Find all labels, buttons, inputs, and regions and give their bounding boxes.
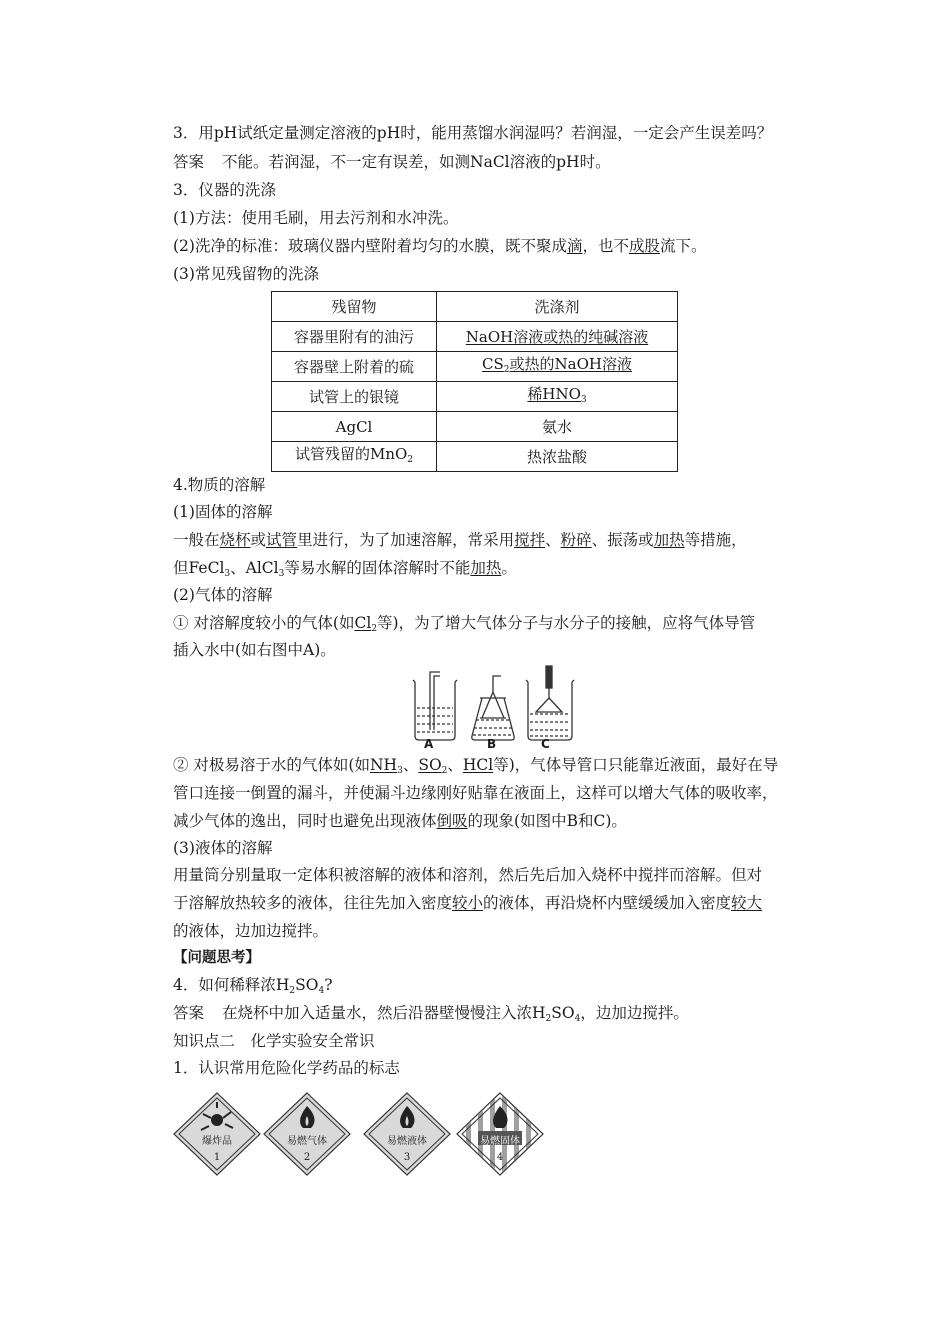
subscript: 2 — [371, 624, 378, 634]
text-span: 一般在 — [173, 531, 220, 549]
table-row — [272, 382, 678, 412]
table-cell — [272, 442, 437, 472]
subscript: 4 — [318, 986, 325, 996]
text-span: 、 — [447, 756, 463, 774]
table-row — [272, 442, 678, 472]
table-cell: 容器壁上附着的硫 — [272, 352, 437, 382]
residue-heading: (3)常见残留物的洗涤 — [173, 265, 319, 283]
text-span: 4．如何稀释浓H — [173, 976, 290, 994]
question-3: 3．用pH试纸定量测定溶液的pH时，能用蒸馏水润湿吗？若润湿，一定会产生误差吗？ — [173, 124, 773, 142]
blank-answer: 滴 — [566, 237, 583, 255]
table-row — [272, 352, 678, 382]
table-cell: AgCl — [272, 412, 437, 442]
blank-answer: 倒吸 — [436, 812, 468, 830]
question-think-heading: 【问题思考】 — [173, 950, 260, 966]
beaker-c-icon — [526, 666, 574, 740]
section-heading-safety: 知识点二 化学实验安全常识 — [173, 1032, 375, 1050]
subscript: 3 — [224, 569, 231, 579]
hazard-sign-label: 易燃气体 — [287, 1136, 327, 1147]
text-span: 。 — [501, 559, 517, 577]
table-cell — [437, 382, 678, 412]
blank-answer — [354, 614, 377, 632]
blank-answer: 粉碎 — [560, 531, 592, 549]
text-span: 或热的NaOH溶液 — [509, 354, 632, 373]
text-span: 减少气体的逸出，同时也避免出现液体 — [173, 812, 437, 830]
table-cell — [437, 352, 678, 382]
subscript: 2 — [441, 766, 448, 776]
question-4 — [173, 975, 333, 1001]
text-span: 或 — [250, 531, 267, 549]
hazard-sign-flammable-liquid — [363, 1092, 451, 1176]
text-span: 、振荡或 — [591, 531, 654, 549]
answer-3 — [173, 152, 611, 172]
figure-label-a: A — [424, 737, 434, 751]
text-span: (2)洗净的标准：玻璃仪器内壁附着均匀的水膜，既不聚成 — [173, 237, 567, 255]
subscript: 2 — [407, 454, 414, 465]
hazard-sign-label: 爆炸品 — [202, 1136, 232, 1147]
hazard-sign-label: 易燃液体 — [387, 1136, 427, 1147]
flask-b-icon — [472, 676, 514, 740]
hazard-sign-number: 1 — [213, 1152, 221, 1163]
text-span: 等)，为了增大气体分子与水分子的接触，应将气体导管 — [377, 614, 756, 632]
text-span: Cl — [354, 614, 372, 632]
table-cell: 氨水 — [437, 412, 678, 442]
text-span: CS — [482, 354, 504, 373]
blank-answer: NaOH溶液或热的纯碱溶液 — [465, 327, 649, 346]
blank-answer: 加热 — [653, 531, 685, 549]
text-span: 在烧杯中加入适量水，然后沿器壁慢慢注入浓H — [222, 1004, 546, 1022]
section-heading-washing: 3．仪器的洗涤 — [173, 181, 276, 199]
blank-answer: 试管 — [266, 531, 298, 549]
text-span: 的现象(如图中B和C)。 — [467, 812, 627, 830]
text-span: 等易水解的固体溶解时不能 — [284, 559, 471, 577]
subscript: 3 — [397, 766, 403, 776]
answer-label: 答案 — [173, 1004, 205, 1022]
blank-answer: 成股 — [629, 237, 661, 255]
liquid-line-3: 的液体，边加边搅拌。 — [173, 922, 329, 940]
liquid-heading: (3)液体的溶解 — [173, 839, 273, 857]
beaker-a-icon — [413, 672, 457, 740]
text-span: 、AlCl — [230, 559, 279, 577]
text-span: 、 — [545, 531, 561, 549]
text-span: SO — [418, 756, 442, 774]
hazard-sign-number: 3 — [403, 1152, 411, 1163]
subscript: 3 — [278, 569, 285, 579]
hazard-sign-label: 易燃固体 — [480, 1136, 520, 1147]
table-header-row — [272, 292, 678, 322]
text-span: 但FeCl — [173, 559, 225, 577]
blank-answer: 较大 — [731, 894, 763, 912]
text-span: ，边加边搅拌。 — [580, 1004, 689, 1022]
blank-answer: HCl — [462, 756, 494, 774]
solid-heading: (1)固体的溶解 — [173, 503, 273, 521]
gas2-line-3 — [173, 811, 627, 831]
liquid-line-1: 用量筒分别量取一定体积被溶解的液体和溶剂，然后先后加入烧杯中搅拌而溶解。但对 — [173, 866, 763, 884]
text-span: 里进行，为了加速溶解，常采用 — [297, 531, 515, 549]
gas1-line-1 — [173, 613, 755, 639]
text-span: 等)，气体导管口只能靠近液面，最好在导 — [493, 756, 779, 774]
hazard-sign-flammable-gas — [263, 1092, 351, 1176]
text-span: 试管残留的MnO — [294, 444, 408, 463]
text-span: ? — [324, 976, 333, 994]
safety-sub-heading: 1．认识常用危险化学药品的标志 — [173, 1059, 400, 1077]
text-span: ，也不 — [582, 237, 629, 255]
text-span: 、 — [402, 756, 419, 774]
subscript: 3 — [580, 394, 587, 405]
subscript: 4 — [574, 1014, 581, 1024]
figure-label-b: B — [487, 737, 497, 751]
text-span: 等措施， — [684, 531, 747, 549]
text-span: SO — [551, 1004, 575, 1022]
subscript: 2 — [545, 1014, 552, 1024]
text-span: ② 对极易溶于水的气体如(如 — [173, 756, 370, 774]
table-row — [272, 412, 678, 442]
table-header-cell: 残留物 — [272, 292, 437, 322]
gas-heading: (2)气体的溶解 — [173, 586, 273, 604]
solid-line-2 — [173, 558, 517, 584]
blank-answer — [418, 756, 447, 774]
text-span: 的液体，再沿烧杯内壁缓缓加入密度 — [483, 894, 732, 912]
blank-answer: 加热 — [470, 559, 502, 577]
gas1-line-2: 插入水中(如右图中A)。 — [173, 641, 336, 659]
table-cell — [437, 322, 678, 352]
answer-label: 答案 — [173, 153, 205, 171]
text-span: 稀HNO — [527, 384, 581, 403]
answer-4 — [173, 1003, 689, 1029]
text-span: ① 对溶解度较小的气体(如 — [173, 614, 355, 632]
table-cell: 热浓盐酸 — [437, 442, 678, 472]
residue-washing-table — [271, 291, 678, 472]
hazard-sign-flammable-solid — [456, 1092, 544, 1176]
gas2-line-1 — [173, 755, 778, 781]
table-header-cell: 洗涤剂 — [437, 292, 678, 322]
text-span: SO — [295, 976, 319, 994]
figure-label-c: C — [541, 737, 550, 751]
hazard-sign-number: 4 — [496, 1152, 504, 1163]
gas2-line-2: 管口连接一倒置的漏斗，并使漏斗边缘刚好贴靠在液面上，这样可以增大气体的吸收率， — [173, 784, 778, 802]
table-cell: 试管上的银镜 — [272, 382, 437, 412]
blank-answer: 烧杯 — [219, 531, 251, 549]
text-span: 流下。 — [660, 237, 707, 255]
table-row — [272, 322, 678, 352]
subscript: 2 — [289, 986, 296, 996]
text-span: 于溶解放热较多的液体，往往先加入密度 — [173, 894, 453, 912]
table-cell: 容器里附有的油污 — [272, 322, 437, 352]
solid-line-1 — [173, 530, 747, 550]
hazard-signs-row — [173, 1092, 533, 1176]
blank-answer — [527, 385, 586, 403]
text-span: NH — [369, 756, 398, 774]
washing-standard — [173, 236, 707, 256]
blank-answer — [370, 756, 403, 774]
hazard-sign-number: 2 — [303, 1152, 311, 1163]
liquid-line-2 — [173, 893, 762, 913]
subscript: 2 — [503, 364, 510, 375]
hazard-sign-explosive — [173, 1092, 261, 1176]
blank-answer — [482, 355, 632, 373]
blank-answer: 搅拌 — [514, 531, 546, 549]
answer-text: 不能。若润湿，不一定有误差，如测NaCl溶液的pH时。 — [222, 153, 611, 171]
blank-answer: 较小 — [452, 894, 484, 912]
washing-method: (1)方法：使用毛刷，用去污剂和水冲洗。 — [173, 209, 459, 227]
section-heading-dissolve: 4.物质的溶解 — [173, 476, 266, 494]
